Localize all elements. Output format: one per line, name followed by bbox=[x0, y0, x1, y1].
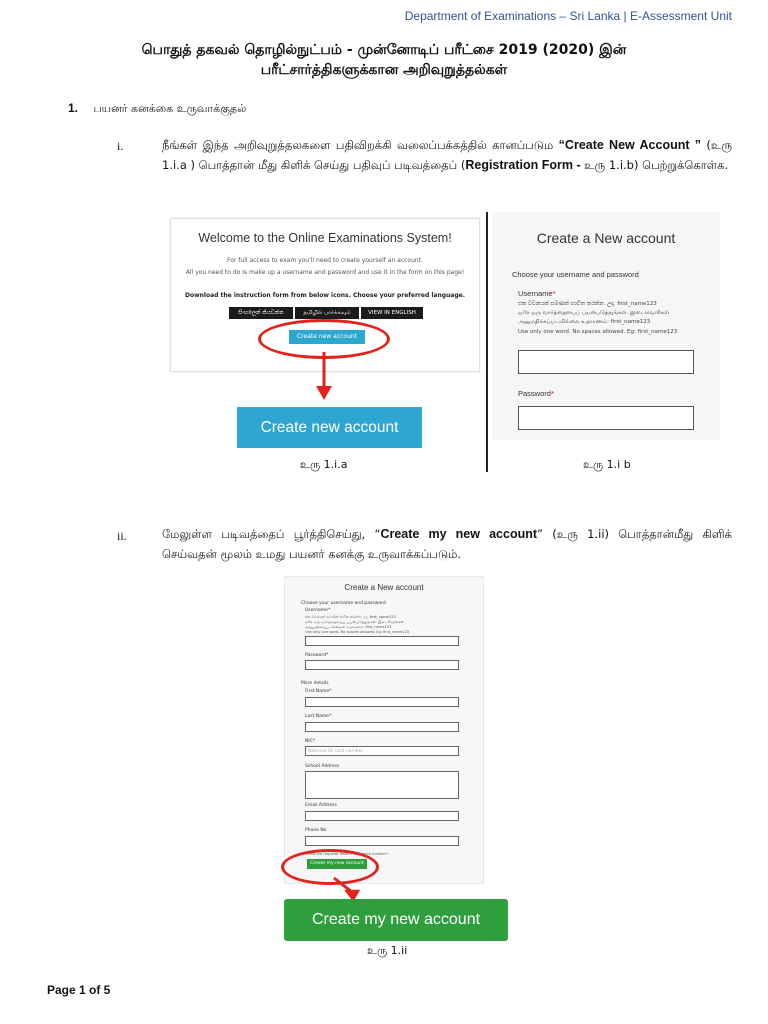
figure-create-account-form bbox=[492, 212, 720, 440]
figure-caption-1ib: உரு 1.i b bbox=[583, 458, 631, 471]
password-label: Password* bbox=[305, 653, 329, 658]
required-mark: * bbox=[550, 389, 554, 398]
create-account-title: Create a New account bbox=[536, 230, 676, 246]
step-i-numeral: i. bbox=[117, 139, 124, 153]
required-mark: * bbox=[552, 289, 556, 298]
form-title: Create a New account bbox=[344, 583, 424, 592]
password-label bbox=[518, 389, 554, 398]
figure-caption-1ii: உரு 1.ii bbox=[367, 944, 408, 957]
username-label-text: Username bbox=[518, 289, 553, 298]
step-ii-text-2: ” (உரு 1.ii) பொத்தான்மீது கிளிக் செய்வதன் மூலம் உமது பயனர் கனக்கு உருவாக்கப்படும். bbox=[162, 527, 733, 561]
required-fields-note: There are required fields in this form marked * bbox=[305, 852, 389, 856]
figure-full-registration-form bbox=[284, 576, 484, 884]
school-address-label: School Address bbox=[305, 764, 340, 769]
last-name-label: Last Name* bbox=[305, 714, 332, 719]
step-i-text: நீங்கள் இந்த அறிவுறுத்தலகளை பதிவிறக்கி வலைப்பக்கத்தில் கானப்படும bbox=[162, 138, 559, 152]
password-input[interactable] bbox=[305, 660, 459, 670]
welcome-info-2: All you need to do is make up a username and password and use it in the form on this page! bbox=[185, 269, 465, 276]
welcome-info-3: Download the instruction form from below icons. Choose your preferred language. bbox=[185, 292, 465, 299]
password-label-text: Password bbox=[518, 389, 551, 398]
step-ii-paragraph bbox=[162, 524, 732, 564]
document-title-line1: பொதுத் தகவல் தொழில்நுட்பம் - முன்னோடிப் பரீட்சை 2019 (2020) இன் bbox=[141, 42, 627, 58]
figure-divider bbox=[486, 212, 488, 472]
phone-label: Phone No bbox=[305, 828, 327, 833]
step-i-text-3: உரு 1.i.b) பெற்றுக்கொள்க. bbox=[584, 158, 729, 172]
create-new-account-small-button[interactable]: Create new account bbox=[289, 330, 365, 344]
username-label: Username* bbox=[305, 608, 331, 613]
lang-sinhala-button[interactable]: සිංහලෙන් කියවන්න bbox=[229, 307, 293, 319]
password-input[interactable] bbox=[518, 406, 694, 430]
header-unit-label: Department of Examinations – Sri Lanka | E-Assessment Unit bbox=[404, 9, 732, 23]
hint-tamil-1: ஒரே ஒரு வார்த்தையைப் பயன்படுத்துங்கள். இடைவெளிகள் bbox=[305, 620, 404, 624]
school-address-textarea[interactable] bbox=[305, 771, 459, 799]
choose-username-label: Choose your username and password bbox=[301, 601, 386, 606]
username-hint-tamil-2: அனுமதிக்கப்படவில்லை உதாரணம்: first_name123 bbox=[518, 319, 651, 325]
step-ii-text: மேலுள்ள படிவத்தைப் பூர்த்திசெய்து, “ bbox=[162, 527, 381, 541]
welcome-info-1: For full access to exam you'll need to create yourself an account. bbox=[227, 257, 423, 264]
step-i-text-2: (உரு 1.i.a ) பொத்தான் மீது கிளிக் செய்து பதிவுப் படிவத்தைப் ( bbox=[162, 138, 733, 172]
email-input[interactable] bbox=[305, 811, 459, 821]
create-my-new-account-small-button[interactable]: Create my new account bbox=[307, 859, 367, 869]
username-hint-sinhala: එක වචනයක් පමණක් භාවිත කරන්න. උදා. first_name123 bbox=[518, 301, 657, 307]
username-hint-tamil-1: ஒரே ஒரு வார்த்தையைப் பயன்படுத்துங்கள். இடைவெளிகள் bbox=[518, 310, 670, 316]
first-name-input[interactable] bbox=[305, 697, 459, 707]
lang-tamil-button[interactable]: தமிழில் பார்க்கவும் bbox=[295, 307, 359, 319]
nic-input[interactable]: National ID card number bbox=[305, 746, 459, 756]
arrow-down-icon bbox=[310, 350, 334, 402]
hint-tamil-2: அனுமதிக்கப்படவில்லை உதாரணம்: first_name123 bbox=[305, 625, 392, 629]
step-i-paragraph bbox=[162, 135, 732, 175]
email-label: Email Address bbox=[305, 803, 337, 808]
more-details-label: More details bbox=[301, 681, 329, 686]
hint-sinhala: එක වචනයක් පමණක් භාවිත කරන්න. උදා. first_name123 bbox=[305, 615, 396, 619]
create-my-new-account-ref: Create my new account bbox=[380, 527, 538, 541]
username-input[interactable] bbox=[305, 636, 459, 646]
username-label bbox=[518, 289, 556, 298]
username-hint-english: Use only one word. No spaces allowed. Eg: first_name123 bbox=[518, 329, 678, 335]
section-number: 1. bbox=[68, 101, 79, 115]
create-new-account-button-zoomed[interactable]: Create new account bbox=[237, 407, 422, 448]
section-title: பயனர் கனக்கை உருவாக்குதல் bbox=[93, 102, 247, 115]
document-title-line2: பரீட்சார்த்திகளுக்கான அறிவுறுத்தல்கள் bbox=[260, 62, 508, 78]
create-my-new-account-button-zoomed[interactable]: Create my new account bbox=[284, 899, 508, 941]
first-name-label: First Name* bbox=[305, 689, 332, 694]
create-new-account-ref: “Create New Account ” bbox=[558, 138, 702, 152]
choose-username-label: Choose your username and password bbox=[512, 270, 639, 279]
step-ii-numeral: ii. bbox=[117, 529, 127, 543]
lang-english-button[interactable]: VIEW IN ENGLISH bbox=[361, 307, 423, 319]
section-1-heading bbox=[68, 101, 246, 117]
figure-caption-1ia: உரு 1.i.a bbox=[300, 458, 348, 471]
hint-english: Use only one word. No spaces allowed. Eg: first_name123 bbox=[305, 630, 410, 634]
registration-form-ref: Registration Form - bbox=[465, 158, 585, 172]
welcome-heading: Welcome to the Online Examinations System! bbox=[198, 231, 452, 245]
phone-input[interactable] bbox=[305, 836, 459, 846]
last-name-input[interactable] bbox=[305, 722, 459, 732]
page-number: Page 1 of 5 bbox=[47, 983, 111, 997]
username-input[interactable] bbox=[518, 350, 694, 374]
nic-label: NIC* bbox=[305, 739, 316, 744]
